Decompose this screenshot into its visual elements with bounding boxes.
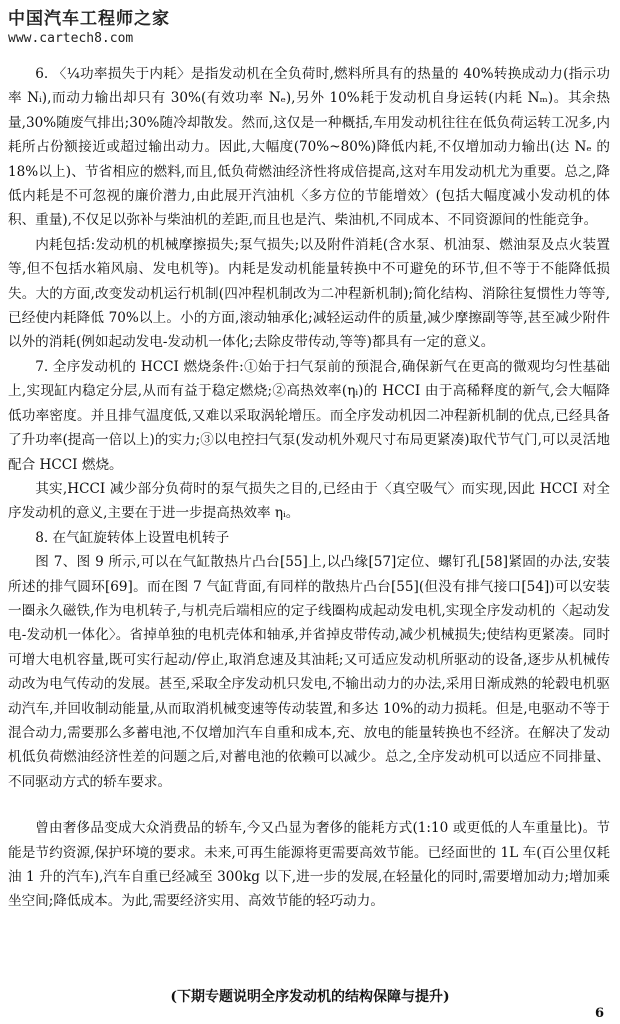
site-logo: 中国汽车工程师之家 (8, 9, 170, 29)
paragraph-internal-loss: 内耗包括:发动机的机械摩擦损失;泵气损失;以及附件消耗(含水泵、机油泵、燃油泵及点火装置等,但不包括水箱风扇、发电机等)。内耗是发动机能量转换中不可避免的环节,但不等于不能降低损失。大的方面,改变发动机运行机制(四冲程机制改为二冲程新机制);简化结构、消除往复惯性力等等,已经使内耗降低 70%以上。小的方面,滚动轴承化;减轻运动件的质量,减少摩擦副等等,甚至减少附件以外的消耗(例如起动发电-发动机一体化;去除皮带传动,等等)都具有一定的意义。 (8, 236, 610, 351)
next-issue-note: (下期专题说明全序发动机的结构保障与提升) (170, 989, 450, 1005)
paragraph-power-loss: 6. 〈¼功率损失于内耗〉是指发动机在全负荷时,燃料所具有的热量的 40%转换成动力(指示功率 Nᵢ),而动力输出却只有 30%(有效功率 Nₑ),另外 10%耗于发动机自身运转(内耗 Nₘ)。其余热量,30%随废气排出;30%随冷却散发。然而,这仅是一种概括,车用发动机往往在低负荷运转工况多,内耗所占份额接近或超过输出动力。因此,大幅度(70%~80%)降低内耗,不仅增加动力输出(达 Nₑ 的 18%以上)、节省相应的燃料,而且,低负荷燃油经济性将成倍提高,这对车用发动机尤为重要。总之,降低内耗是不可忽视的廉价潜力,由此展开汽油机〈多方位的节能增效〉(包括大幅度减小发动机的体积、重量),不仅足以弥补与柴油机的差距,而且也是汽、柴油机,不同成本、不同资源间的性能竞争。 (8, 66, 610, 229)
article-body (8, 62, 610, 914)
site-url[interactable]: www.cartech8.com (8, 31, 134, 46)
paragraph-conclusion: 曾由奢侈品变成大众消费品的轿车,今又凸显为奢侈的能耗方式(1:10 或更低的人车重量比)。节能是节约资源,保护环境的要求。未来,可再生能源将更需要高效节能。已经面世的 1L 车(百公里仅耗油 1 升的汽车),汽车自重已经减至 300kg 以下,进一步的发展,在轻量化的同时,需要增加动力;增加乘坐空间;降低成本。为此,需要经济实用、高效节能的轻巧动力。 (8, 820, 610, 910)
page-number: 6 (594, 1006, 604, 1021)
paragraph-spacer (8, 794, 610, 816)
section-heading-motor-rotor: 8. 在气缸旋转体上设置电机转子 (35, 529, 230, 546)
paragraph-hcci-meaning: 其实,HCCI 减少部分负荷时的泵气损失之目的,已经由于〈真空吸气〉而实现,因此 HCCI 对全序发动机的意义,主要在于进一步提高热效率 ηᵢ。 (8, 480, 610, 522)
site-header (8, 4, 170, 46)
paragraph-motor-rotor: 图 7、图 9 所示,可以在气缸散热片凸台[55]上,以凸缘[57]定位、螺钉孔[58]紧固的办法,安装所述的排气圆环[69]。而在图 7 气缸背面,有同样的散热片凸台[55](但没有排气接口[54])可以安装一圈永久磁铁,作为电机转子,与机壳后端相应的定子线圈构成起动发电机,实现全序发动机的〈起动发电-发动机一体化〉。省掉单独的电机壳体和轴承,并省掉皮带传动,减少机械损失;使结构更紧凑。同时可增大电机容量,既可实行起动/停止,取消怠速及其油耗;又可适应发动机所驱动的设备,逐步从机械传动改为电气传动的发展。甚至,采取全序发动机只发电,不输出动力的办法,采用日渐成熟的轮毂电机驱动汽车,并回收制动能量,从而取消机械变速等传动装置,和多达 10%的动力损耗。但是,电驱动不等于混合动力,需要那么多蓄电池,不仅增加汽车自重和成本,充、放电的能量转换也不经济。在解决了发动机低负荷燃油经济性差的问题之后,对蓄电池的依赖可以减少。总之,全序发动机可以适应不同排量、不同驱动方式的轿车要求。 (8, 554, 610, 790)
paragraph-hcci-conditions: 7. 全序发动机的 HCCI 燃烧条件:①始于扫气泵前的预混合,确保新气在更高的微观均匀性基础上,实现缸内稳定分层,从而有益于稳定燃烧;②高热效率(ηᵢ)的 HCCI 由于高稀释度的新气,会大幅降低功率密度。并且排气温度低,又难以采取涡轮增压。而全序发动机因二冲程新机制的优点,已经具备了升功率(提高一倍以上)的实力;③以电控扫气泵(发动机外观尺寸布局更紧凑)取代节气门,可以灵活地配合 HCCI 燃烧。 (8, 358, 610, 473)
